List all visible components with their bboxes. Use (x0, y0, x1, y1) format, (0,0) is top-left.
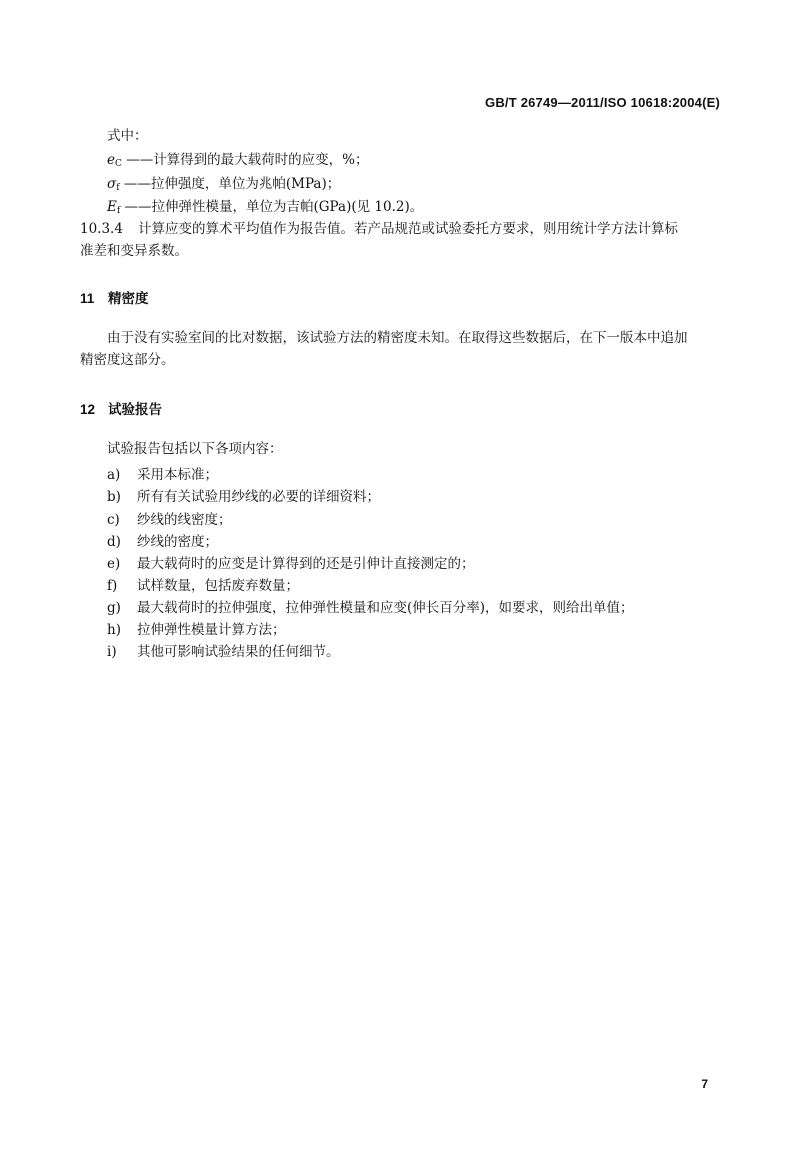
item-marker: d) (107, 534, 121, 550)
clause-text-line2: 准差和变异系数。 (80, 243, 188, 259)
item-text: 纱线的线密度； (137, 512, 232, 528)
report-item (107, 463, 218, 483)
section-number: 12 (80, 402, 96, 417)
report-item (107, 574, 299, 594)
symbol: σ (107, 176, 117, 192)
report-intro: 试验报告包括以下各项内容： (107, 441, 283, 457)
definition-text: ——拉伸强度，单位为兆帕(MPa)； (123, 176, 341, 192)
symbol-subscript: f (116, 183, 120, 193)
item-text: 采用本标准； (137, 467, 218, 483)
section-11-body (80, 327, 725, 371)
symbol-subscript: C (115, 159, 122, 169)
symbol-subscript: f (116, 206, 121, 216)
item-marker: f) (107, 578, 118, 594)
item-text: 拉伸弹性模量计算方法； (137, 622, 286, 638)
report-item (107, 596, 634, 616)
clause-number: 10.3.4 (80, 221, 123, 237)
where-item-ec (107, 151, 369, 173)
body-line1: 由于没有实验室间的比对数据，该试验方法的精密度未知。在取得这些数据后，在下一版本中追加 (107, 330, 688, 346)
where-item-sigma (107, 175, 340, 197)
standard-code-header: GB/T 26749—2011/ISO 10618:2004(E) (485, 95, 720, 110)
report-item (107, 552, 475, 572)
definition-text: ——拉伸弹性模量，单位为吉帕(GPa)(见 10.2)。 (124, 199, 424, 215)
item-text: 最大载荷时的拉伸强度，拉伸弹性模量和应变(伸长百分率)，如要求，则给出单值； (137, 600, 634, 616)
item-marker: c) (107, 512, 120, 528)
report-item (107, 530, 218, 550)
report-item (107, 618, 286, 638)
section-title: 精密度 (108, 291, 149, 307)
symbol: e (107, 152, 115, 168)
where-intro: 式中： (107, 128, 148, 144)
item-marker: a) (107, 467, 121, 483)
clause-text-line1: 计算应变的算术平均值作为报告值。若产品规范或试验委托方要求，则用统计学方法计算标 (138, 221, 678, 237)
definition-text: ——计算得到的最大载荷时的应变，%； (126, 152, 369, 168)
section-11-heading (80, 287, 149, 307)
report-item (107, 640, 340, 660)
clause-10-3-4 (80, 218, 725, 262)
page-number: 7 (701, 1077, 708, 1091)
item-text: 最大载荷时的应变是计算得到的还是引伸计直接测定的； (137, 556, 475, 572)
item-marker: b) (107, 489, 121, 505)
item-marker: i) (107, 644, 117, 660)
section-12-heading (80, 398, 162, 418)
where-item-ef (107, 198, 423, 220)
report-item (107, 485, 380, 505)
report-item (107, 508, 232, 528)
section-title: 试验报告 (108, 402, 162, 418)
section-number: 11 (80, 291, 95, 306)
item-marker: e) (107, 556, 121, 572)
body-line2: 精密度这部分。 (80, 352, 175, 368)
item-text: 其他可影响试验结果的任何细节。 (137, 644, 340, 660)
item-marker: h) (107, 622, 121, 638)
symbol: E (107, 199, 117, 215)
item-text: 纱线的密度； (137, 534, 218, 550)
item-marker: g) (107, 600, 121, 616)
item-text: 试样数量，包括废弃数量； (137, 578, 299, 594)
item-text: 所有有关试验用纱线的必要的详细资料； (137, 489, 380, 505)
